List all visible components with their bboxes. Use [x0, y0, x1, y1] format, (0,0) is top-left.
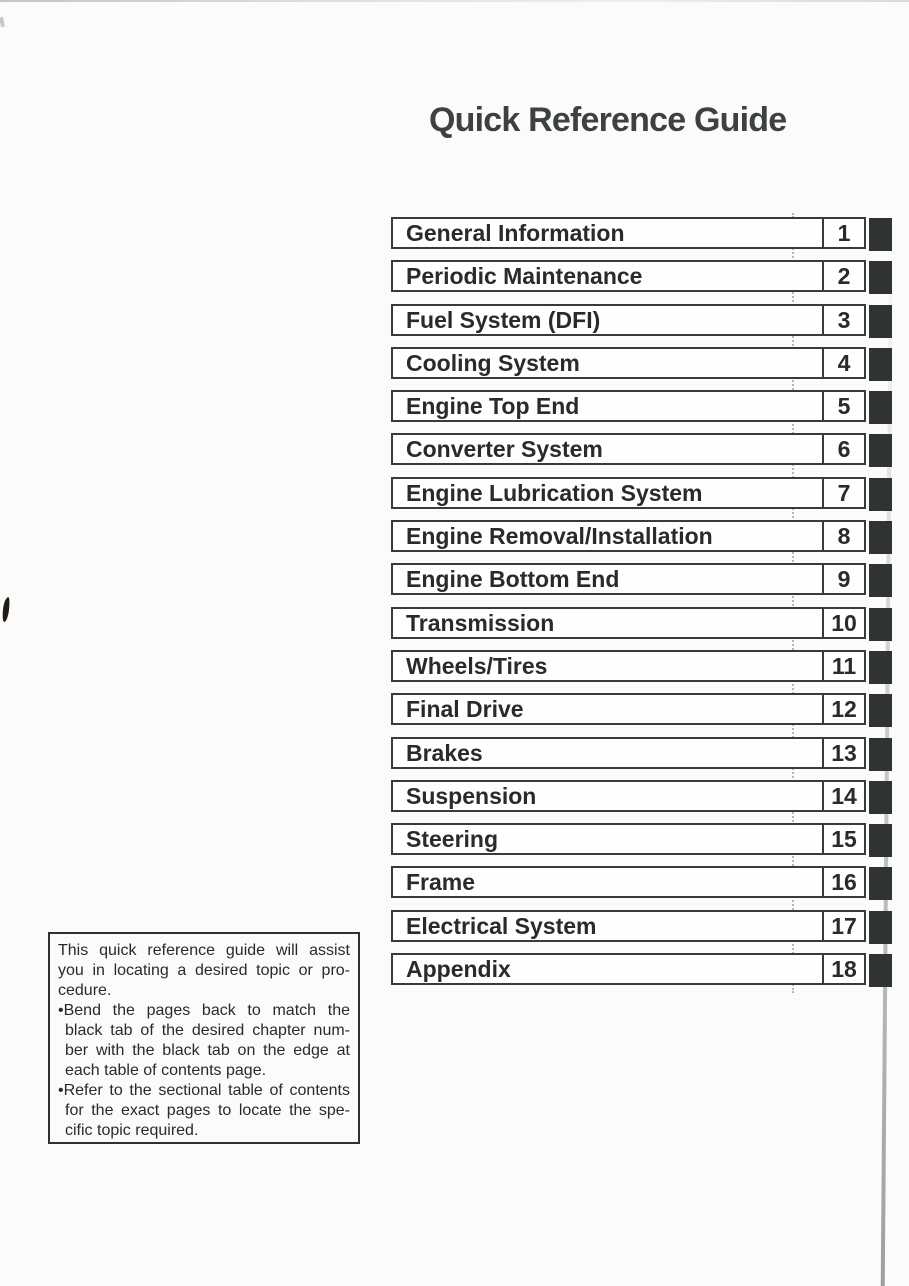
chapter-number: 13: [822, 739, 864, 767]
chapter-black-tab: [869, 824, 892, 857]
chapter-number: 6: [822, 435, 864, 463]
chapter-box: [391, 563, 866, 595]
chapter-label: Appendix: [406, 956, 511, 983]
chapter-number: 18: [822, 955, 864, 983]
chapter-black-tab: [869, 218, 892, 251]
chapter-label: Cooling System: [406, 349, 580, 376]
chapter-black-tab: [869, 391, 892, 424]
chapter-box: [391, 823, 866, 855]
chapter-black-tab: [869, 954, 892, 987]
chapter-black-tab: [869, 261, 892, 294]
instruction-line: cific topic required.: [65, 1122, 199, 1139]
chapter-box: [391, 910, 866, 942]
ink-mark-artifact: [2, 597, 11, 622]
chapter-label: Transmission: [406, 609, 555, 636]
chapter-label: Engine Top End: [406, 393, 580, 420]
chapter-box: [391, 260, 866, 292]
chapter-row: [391, 260, 892, 292]
chapter-box: [391, 433, 866, 465]
instruction-line: cedure.: [58, 982, 112, 999]
chapter-box: [391, 866, 866, 898]
instruction-line: ber with the black tab on the edge at: [65, 1042, 350, 1059]
chapter-number: 7: [822, 479, 864, 507]
chapter-number: 5: [822, 392, 864, 420]
chapter-number: 14: [822, 782, 864, 810]
chapter-row: [391, 953, 892, 985]
chapter-label: Periodic Maintenance: [406, 263, 643, 290]
chapter-number: 15: [822, 825, 864, 853]
chapter-label: Engine Lubrication System: [406, 479, 703, 506]
chapter-row: [391, 693, 892, 725]
chapter-box: [391, 693, 866, 725]
instruction-line: you in locating a desired topic or pro-: [58, 962, 350, 979]
chapter-black-tab: [869, 738, 892, 771]
chapter-black-tab: [869, 348, 892, 381]
chapter-number: 4: [822, 349, 864, 377]
scan-speck-artifact: [0, 17, 5, 28]
chapter-row: [391, 433, 892, 465]
chapter-box: [391, 953, 866, 985]
chapter-row: [391, 563, 892, 595]
chapter-label: Fuel System (DFI): [406, 306, 601, 333]
chapter-black-tab: [869, 911, 892, 944]
chapter-black-tab: [869, 564, 892, 597]
chapter-black-tab: [869, 867, 892, 900]
chapter-box: [391, 217, 866, 249]
chapter-row: [391, 823, 892, 855]
chapter-box: [391, 607, 866, 639]
chapter-number: 17: [822, 912, 864, 940]
chapter-row: [391, 217, 892, 249]
chapter-black-tab: [869, 608, 892, 641]
chapter-row: [391, 304, 892, 336]
chapter-label: Wheels/Tires: [406, 652, 548, 679]
chapter-number: 1: [822, 219, 864, 247]
chapter-label: Final Drive: [406, 696, 524, 723]
chapter-row: [391, 650, 892, 682]
instruction-box: [48, 932, 360, 1144]
chapter-number: 9: [822, 565, 864, 593]
chapter-label: Engine Removal/Installation: [406, 523, 713, 550]
chapter-row: [391, 390, 892, 422]
chapter-label: Converter System: [406, 436, 603, 463]
instruction-line: black tab of the desired chapter num-: [65, 1022, 350, 1039]
chapter-label: Steering: [406, 826, 499, 853]
instruction-line: •Bend the pages back to match the: [58, 1002, 350, 1019]
chapter-black-tab: [869, 694, 892, 727]
chapter-label: Suspension: [406, 782, 537, 809]
chapter-number: 12: [822, 695, 864, 723]
chapter-row: [391, 910, 892, 942]
chapter-number: 3: [822, 306, 864, 334]
chapter-number: 10: [822, 609, 864, 637]
chapter-row: [391, 520, 892, 552]
chapter-box: [391, 650, 866, 682]
chapter-list: [391, 217, 892, 985]
chapter-black-tab: [869, 651, 892, 684]
chapter-black-tab: [869, 478, 892, 511]
chapter-black-tab: [869, 305, 892, 338]
chapter-row: [391, 477, 892, 509]
page-title: Quick Reference Guide: [429, 101, 787, 139]
chapter-row: [391, 607, 892, 639]
chapter-row: [391, 737, 892, 769]
instruction-line: •Refer to the sectional table of contents: [58, 1082, 350, 1099]
instruction-line: for the exact pages to locate the spe-: [65, 1102, 350, 1119]
chapter-black-tab: [869, 781, 892, 814]
chapter-row: [391, 780, 892, 812]
chapter-black-tab: [869, 434, 892, 467]
scan-top-edge-line: [0, 0, 909, 2]
chapter-box: [391, 477, 866, 509]
chapter-number: 2: [822, 262, 864, 290]
chapter-box: [391, 520, 866, 552]
chapter-label: Electrical System: [406, 912, 597, 939]
chapter-box: [391, 304, 866, 336]
chapter-box: [391, 347, 866, 379]
chapter-number: 16: [822, 868, 864, 896]
chapter-label: Brakes: [406, 739, 483, 766]
instruction-line: This quick reference guide will assist: [58, 942, 350, 959]
chapter-number: 11: [822, 652, 864, 680]
chapter-black-tab: [869, 521, 892, 554]
chapter-row: [391, 866, 892, 898]
chapter-label: General Information: [406, 220, 625, 246]
instruction-line: each table of contents page.: [65, 1062, 267, 1079]
chapter-row: [391, 347, 892, 379]
chapter-box: [391, 737, 866, 769]
chapter-box: [391, 390, 866, 422]
chapter-label: Frame: [406, 869, 476, 896]
chapter-number: 8: [822, 522, 864, 550]
chapter-label: Engine Bottom End: [406, 566, 620, 593]
chapter-box: [391, 780, 866, 812]
